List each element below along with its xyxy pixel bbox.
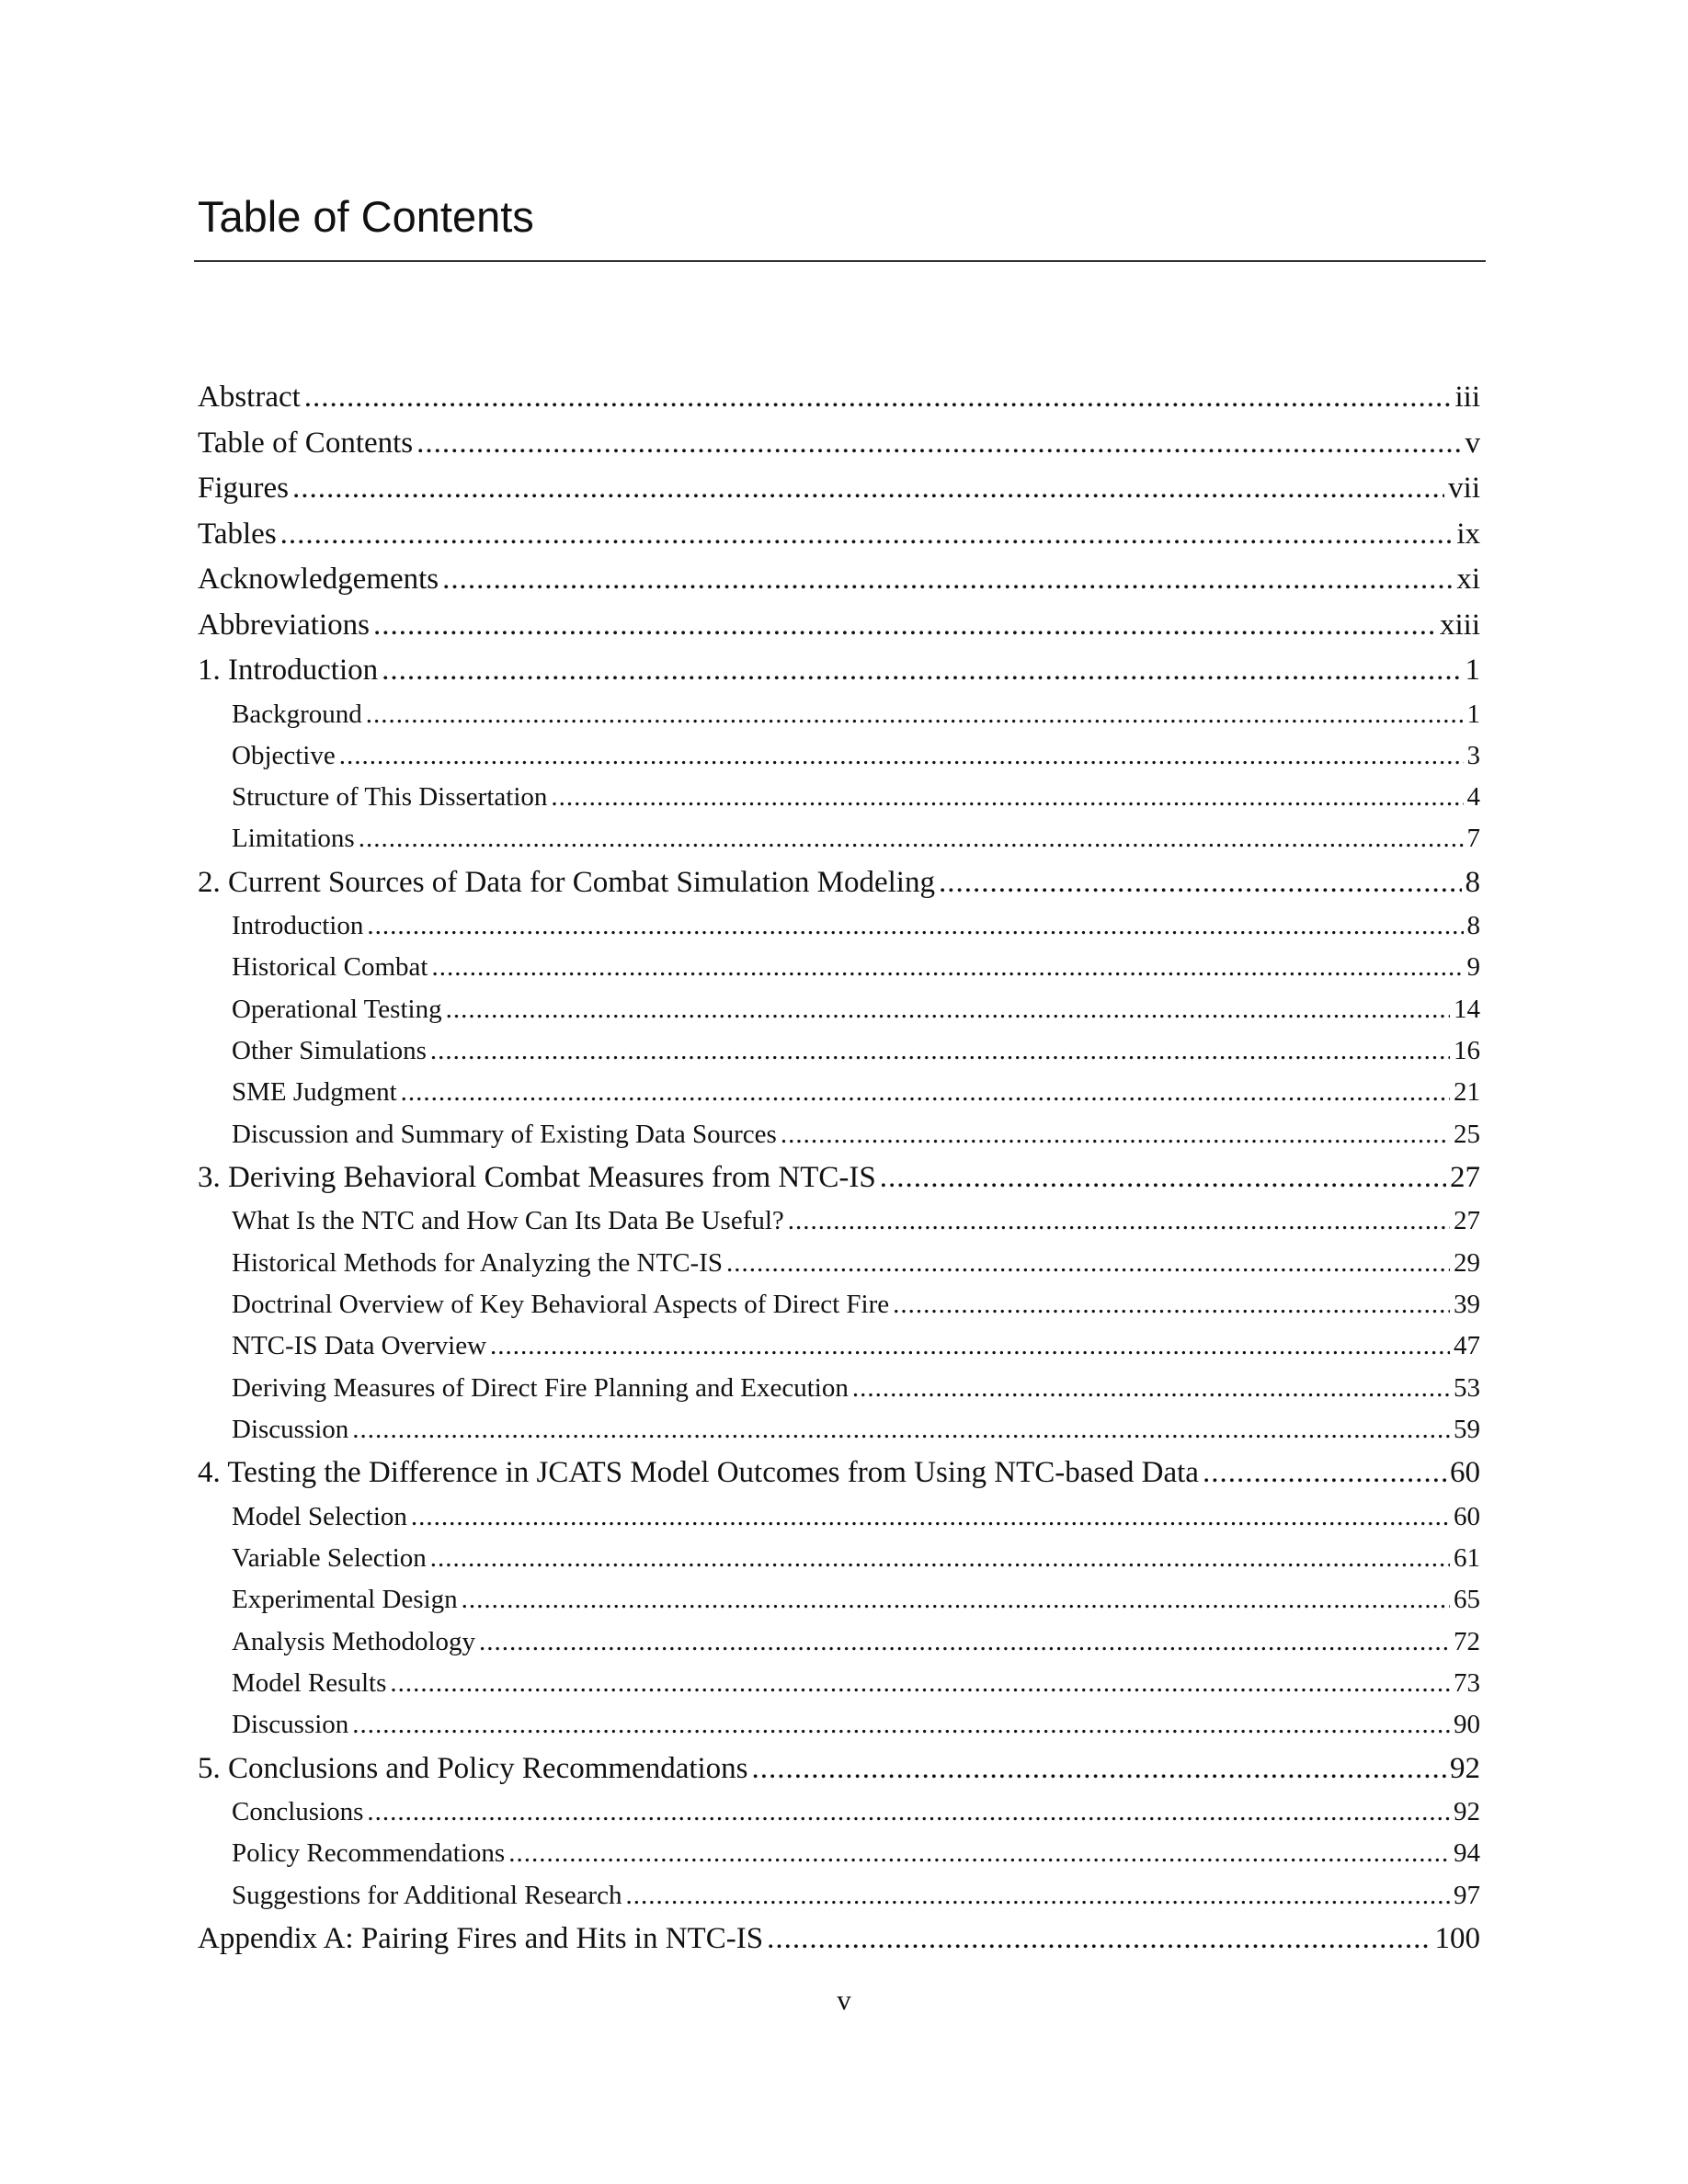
dot-leader [752, 1746, 1446, 1792]
toc-entry-page: 65 [1454, 1585, 1480, 1615]
toc-entry-page: 8 [1466, 911, 1480, 941]
dot-leader [893, 1284, 1450, 1325]
toc-entry-label: Abbreviations [198, 608, 370, 642]
toc-entry-chapter[interactable] [198, 648, 1480, 694]
toc-entry-label: Limitations [232, 824, 355, 854]
toc-entry-section[interactable] [198, 1579, 1480, 1621]
toc-entry-label: 2. Current Sources of Data for Combat Simulation Modeling [198, 865, 935, 899]
toc-entry-section[interactable] [198, 1538, 1480, 1579]
toc-entry-section[interactable] [198, 1243, 1480, 1284]
toc-entry-label: Variable Selection [232, 1543, 427, 1574]
dot-leader [788, 1200, 1450, 1242]
toc-entry-page: 61 [1454, 1543, 1480, 1574]
toc-entry-label: Model Selection [232, 1501, 407, 1531]
dot-leader [479, 1621, 1450, 1663]
toc-entry-label: Structure of This Dissertation [232, 782, 548, 813]
dot-leader [280, 512, 1454, 558]
toc-entry-label: Acknowledgements [198, 563, 439, 596]
toc-entry-label: Experimental Design [232, 1585, 458, 1615]
toc-entry-label: 4. Testing the Difference in JCATS Model Outcomes from Using NTC-based Data [198, 1456, 1199, 1490]
toc-entry-section[interactable] [198, 818, 1480, 859]
toc-entry-label: Suggestions for Additional Research [232, 1880, 622, 1910]
toc-entry-page: ix [1456, 517, 1480, 551]
toc-entry-section[interactable] [198, 1704, 1480, 1746]
toc-entry-label: Appendix A: Pairing Fires and Hits in NTC-IS [198, 1921, 764, 1955]
dot-leader [373, 603, 1436, 649]
toc-entry-page: 9 [1466, 952, 1480, 983]
dot-leader [352, 1704, 1450, 1746]
toc-entry-label: Historical Combat [232, 952, 428, 983]
toc-entry-page: 39 [1454, 1290, 1480, 1320]
dot-leader [446, 989, 1450, 1030]
toc-entry-page: 92 [1450, 1751, 1480, 1785]
toc-entry-label: 3. Deriving Behavioral Combat Measures from NTC-IS [198, 1160, 876, 1194]
toc-entry-label: What Is the NTC and How Can Its Data Be Useful? [232, 1206, 784, 1236]
toc-entry-section[interactable] [198, 1284, 1480, 1325]
toc-entry-section[interactable] [198, 1833, 1480, 1874]
page-number: v [837, 1984, 851, 2016]
dot-leader [1203, 1450, 1446, 1496]
dot-leader [367, 1792, 1450, 1833]
dot-leader [366, 694, 1464, 735]
dot-leader [359, 818, 1464, 859]
toc-entry-label: SME Judgment [232, 1077, 397, 1108]
toc-entry-section[interactable] [198, 735, 1480, 777]
dot-leader [781, 1114, 1450, 1155]
toc-entry-page: xi [1456, 563, 1480, 596]
toc-entry-chapter[interactable] [198, 860, 1480, 906]
toc-entry-label: Conclusions [232, 1797, 364, 1827]
toc-entry-section[interactable] [198, 1409, 1480, 1450]
toc-entry-chapter[interactable] [198, 557, 1480, 603]
toc-entry-page: vii [1448, 472, 1480, 505]
toc-entry-section[interactable] [198, 1368, 1480, 1409]
dot-leader [726, 1243, 1450, 1284]
dot-leader [367, 905, 1463, 947]
toc-entry-label: Analysis Methodology [232, 1626, 476, 1656]
toc-entry-chapter[interactable] [198, 512, 1480, 558]
toc-entry-page: 27 [1450, 1160, 1480, 1194]
dot-leader [939, 860, 1462, 906]
toc-entry-page: 47 [1454, 1331, 1480, 1361]
dot-leader [352, 1409, 1450, 1450]
toc-entry-page: 94 [1454, 1838, 1480, 1869]
toc-entry-section[interactable] [198, 1200, 1480, 1242]
table-of-contents [198, 375, 1480, 1962]
toc-entry-section[interactable] [198, 1072, 1480, 1113]
dot-leader [416, 421, 1461, 467]
dot-leader [442, 557, 1453, 603]
toc-entry-page: 21 [1454, 1077, 1480, 1108]
toc-entry-section[interactable] [198, 905, 1480, 947]
toc-entry-page: 3 [1466, 740, 1480, 770]
toc-entry-section[interactable] [198, 1325, 1480, 1367]
toc-entry-page: 60 [1454, 1501, 1480, 1531]
toc-entry-label: 5. Conclusions and Policy Recommendations [198, 1751, 748, 1785]
toc-entry-page: 1 [1465, 654, 1480, 687]
dot-leader [490, 1325, 1450, 1367]
toc-entry-label: Figures [198, 472, 289, 505]
toc-entry-section[interactable] [198, 1030, 1480, 1072]
toc-entry-chapter[interactable] [198, 1450, 1480, 1496]
dot-leader [431, 947, 1463, 988]
dot-leader [430, 1538, 1450, 1579]
toc-entry-page: 97 [1454, 1880, 1480, 1910]
toc-entry-page: 7 [1466, 824, 1480, 854]
toc-entry-page: 59 [1454, 1414, 1480, 1444]
toc-entry-label: Background [232, 699, 362, 729]
title-divider [194, 260, 1486, 262]
toc-entry-page: 8 [1465, 865, 1480, 899]
toc-entry-page: 53 [1454, 1372, 1480, 1403]
toc-entry-section[interactable] [198, 989, 1480, 1030]
toc-entry-label: Table of Contents [198, 426, 414, 460]
toc-entry-page: 4 [1466, 782, 1480, 813]
toc-entry-chapter[interactable] [198, 375, 1480, 421]
dot-leader [852, 1368, 1450, 1409]
toc-entry-page: 1 [1466, 699, 1480, 729]
page-title: Table of Contents [198, 192, 534, 241]
toc-entry-label: Model Results [232, 1667, 387, 1698]
toc-entry-chapter[interactable] [198, 603, 1480, 649]
dot-leader [411, 1496, 1450, 1538]
toc-entry-section[interactable] [198, 947, 1480, 988]
toc-entry-page: 92 [1454, 1797, 1480, 1827]
toc-entry-page: 29 [1454, 1247, 1480, 1278]
toc-entry-label: Operational Testing [232, 994, 442, 1024]
toc-entry-label: Other Simulations [232, 1036, 427, 1066]
toc-entry-page: v [1465, 426, 1480, 460]
toc-entry-section[interactable] [198, 694, 1480, 735]
toc-entry-label: Abstract [198, 381, 301, 414]
toc-entry-label: 1. Introduction [198, 654, 379, 687]
dot-leader [401, 1072, 1450, 1113]
toc-entry-section[interactable] [198, 1496, 1480, 1538]
toc-entry-section[interactable] [198, 1663, 1480, 1704]
toc-entry-page: 14 [1454, 994, 1480, 1024]
dot-leader [292, 466, 1444, 512]
toc-entry-section[interactable] [198, 1875, 1480, 1917]
toc-entry-section[interactable] [198, 1114, 1480, 1155]
dot-leader [551, 777, 1463, 818]
toc-entry-section[interactable] [198, 1621, 1480, 1663]
toc-entry-page: 16 [1454, 1036, 1480, 1066]
toc-entry-page: 27 [1454, 1206, 1480, 1236]
toc-entry-page: xiii [1439, 608, 1480, 642]
toc-entry-chapter[interactable] [198, 1155, 1480, 1201]
toc-entry-section[interactable] [198, 777, 1480, 818]
dot-leader [462, 1579, 1450, 1621]
toc-entry-page: 100 [1434, 1921, 1480, 1955]
toc-entry-page: iii [1454, 381, 1480, 414]
toc-entry-label: Introduction [232, 911, 364, 941]
dot-leader [880, 1155, 1446, 1201]
toc-entry-label: Doctrinal Overview of Key Behavioral Aspects of Direct Fire [232, 1290, 890, 1320]
toc-entry-page: 72 [1454, 1626, 1480, 1656]
dot-leader [390, 1663, 1450, 1704]
dot-leader [767, 1917, 1431, 1962]
toc-entry-label: Discussion [232, 1710, 349, 1740]
toc-entry-chapter[interactable] [198, 1917, 1480, 1962]
toc-entry-chapter[interactable] [198, 466, 1480, 512]
dot-leader [382, 648, 1461, 694]
toc-entry-chapter[interactable] [198, 1746, 1480, 1792]
toc-entry-label: Objective [232, 740, 336, 770]
toc-entry-page: 60 [1450, 1456, 1480, 1490]
toc-entry-chapter[interactable] [198, 421, 1480, 467]
dot-leader [430, 1030, 1450, 1072]
toc-entry-label: NTC-IS Data Overview [232, 1331, 487, 1361]
dot-leader [625, 1875, 1450, 1917]
toc-entry-label: Discussion and Summary of Existing Data Sources [232, 1119, 777, 1149]
toc-entry-page: 25 [1454, 1119, 1480, 1149]
toc-entry-page: 90 [1454, 1710, 1480, 1740]
toc-entry-label: Discussion [232, 1414, 349, 1444]
dot-leader [304, 375, 1452, 421]
dot-leader [508, 1833, 1450, 1874]
dot-leader [339, 735, 1464, 777]
toc-entry-label: Deriving Measures of Direct Fire Planning and Execution [232, 1372, 849, 1403]
toc-entry-label: Policy Recommendations [232, 1838, 506, 1869]
toc-entry-page: 73 [1454, 1667, 1480, 1698]
toc-entry-section[interactable] [198, 1792, 1480, 1833]
toc-entry-label: Historical Methods for Analyzing the NTC-IS [232, 1247, 723, 1278]
toc-entry-label: Tables [198, 517, 277, 551]
